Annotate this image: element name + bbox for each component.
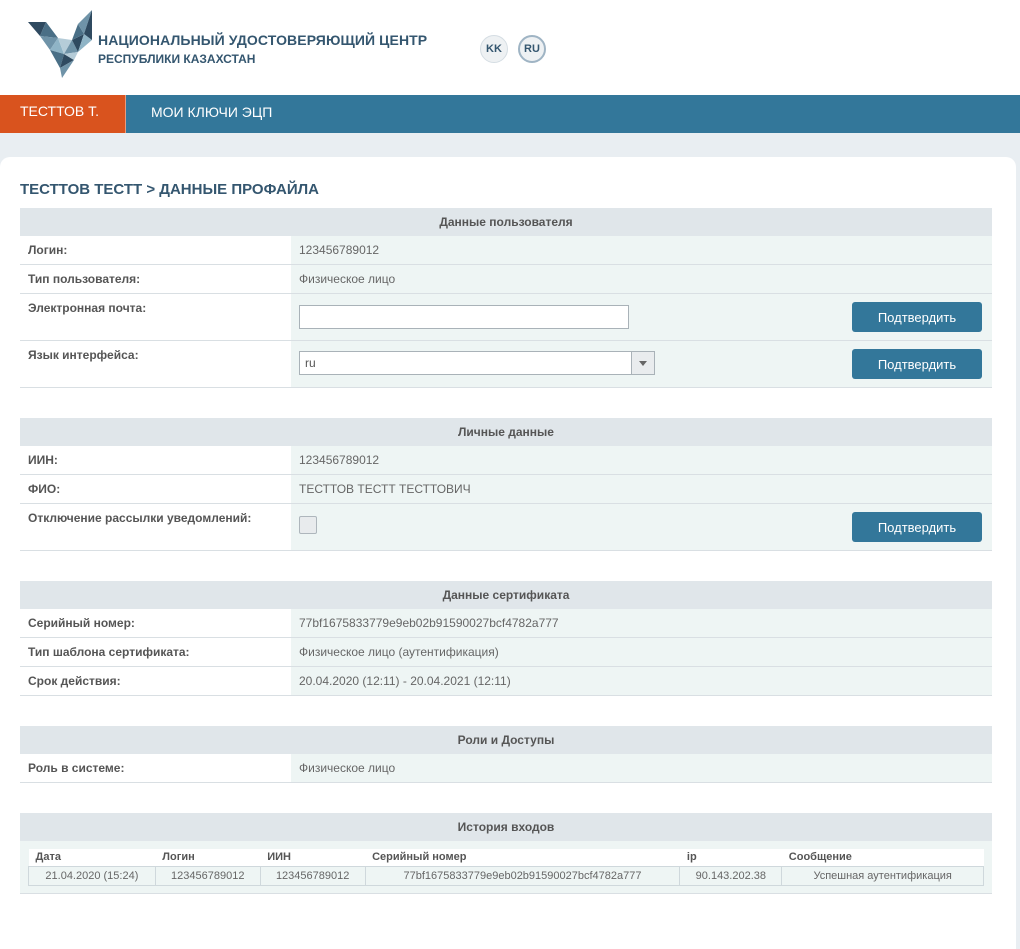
column-header-ip: ip (680, 849, 782, 866)
fio-label: ФИО: (20, 475, 291, 503)
fio-row (20, 475, 992, 504)
notifications-row (20, 504, 992, 551)
validity-row (20, 667, 992, 696)
content-panel (0, 157, 1016, 949)
login-row (20, 236, 992, 265)
confirm-email-button[interactable]: Подтвердить (852, 302, 982, 332)
roles-section (20, 726, 992, 783)
iin-value: 123456789012 (291, 446, 992, 474)
certificate-section (20, 581, 992, 696)
nav-user-item[interactable]: ТЕСТТОВ Т. (0, 95, 125, 133)
email-label: Электронная почта: (20, 294, 291, 340)
column-header-date: Дата (29, 849, 156, 866)
main-nav (0, 95, 1020, 133)
section-header: История входов (20, 813, 992, 841)
template-value: Физическое лицо (аутентификация) (291, 638, 992, 666)
user-type-row (20, 265, 992, 294)
chevron-down-icon (639, 361, 647, 366)
notifications-cell (291, 504, 992, 550)
interface-language-select[interactable] (299, 351, 655, 375)
template-row (20, 638, 992, 667)
validity-value: 20.04.2020 (12:11) - 20.04.2021 (12:11) (291, 667, 992, 695)
template-label: Тип шаблона сертификата: (20, 638, 291, 666)
interface-language-row (20, 341, 992, 388)
header (0, 0, 1020, 95)
column-header-serial: Серийный номер (365, 849, 680, 866)
select-arrow-box[interactable] (631, 352, 654, 374)
cell-serial: 77bf1675833779e9eb02b91590027bcf4782a777 (365, 866, 680, 885)
role-value: Физическое лицо (291, 754, 992, 782)
serial-label: Серийный номер: (20, 609, 291, 637)
nav-my-keys-item[interactable]: МОИ КЛЮЧИ ЭЦП (151, 104, 273, 120)
logo-icon (28, 10, 94, 78)
section-header: Личные данные (20, 418, 992, 446)
cell-date: 21.04.2020 (15:24) (29, 866, 156, 885)
role-row (20, 754, 992, 783)
column-header-login: Логин (155, 849, 260, 866)
table-header-row (29, 849, 984, 866)
user-type-value: Физическое лицо (291, 265, 992, 293)
email-input[interactable] (299, 305, 629, 329)
interface-language-label: Язык интерфейса: (20, 341, 291, 387)
login-value: 123456789012 (291, 236, 992, 264)
select-value: ru (305, 356, 316, 370)
cell-message: Успешная аутентификация (782, 866, 984, 885)
email-cell (291, 294, 992, 340)
disable-notifications-checkbox[interactable] (299, 516, 317, 534)
cell-ip: 90.143.202.38 (680, 866, 782, 885)
user-data-section (20, 208, 992, 388)
login-history-table (28, 849, 984, 886)
section-header: Данные сертификата (20, 581, 992, 609)
org-name: НАЦИОНАЛЬНЫЙ УДОСТОВЕРЯЮЩИЙ ЦЕНТР (98, 32, 428, 48)
notifications-label: Отключение рассылки уведомлений: (20, 504, 291, 550)
lang-kk-button[interactable]: KK (480, 35, 508, 63)
login-history-section (20, 813, 992, 894)
email-row (20, 294, 992, 341)
interface-language-cell (291, 341, 992, 387)
iin-label: ИИН: (20, 446, 291, 474)
serial-value: 77bf1675833779e9eb02b91590027bcf4782a777 (291, 609, 992, 637)
confirm-notifications-button[interactable]: Подтвердить (852, 512, 982, 542)
nav-divider (125, 95, 126, 133)
section-header: Данные пользователя (20, 208, 992, 236)
cell-login: 123456789012 (155, 866, 260, 885)
login-label: Логин: (20, 236, 291, 264)
table-row (29, 866, 984, 885)
iin-row (20, 446, 992, 475)
role-label: Роль в системе: (20, 754, 291, 782)
page-title: ТЕСТТОВ ТЕСТТ > ДАННЫЕ ПРОФАЙЛА (20, 181, 319, 198)
column-header-message: Сообщение (782, 849, 984, 866)
personal-data-section (20, 418, 992, 551)
user-type-label: Тип пользователя: (20, 265, 291, 293)
fio-value: ТЕСТТОВ ТЕСТТ ТЕСТТОВИЧ (291, 475, 992, 503)
org-subtitle: РЕСПУБЛИКИ КАЗАХСТАН (98, 52, 256, 66)
column-header-iin: ИИН (260, 849, 365, 866)
serial-row (20, 609, 992, 638)
validity-label: Срок действия: (20, 667, 291, 695)
cell-iin: 123456789012 (260, 866, 365, 885)
confirm-language-button[interactable]: Подтвердить (852, 349, 982, 379)
section-header: Роли и Доступы (20, 726, 992, 754)
lang-ru-button[interactable]: RU (518, 35, 546, 63)
